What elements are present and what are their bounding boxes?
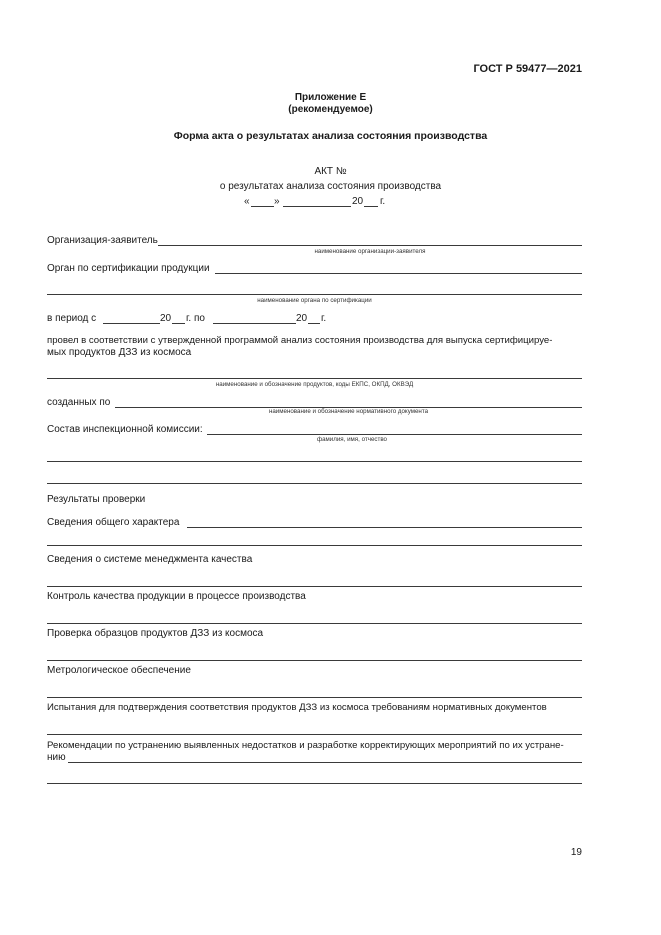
org-applicant-label: Организация-заявитель — [47, 235, 158, 246]
created-by-label: созданных по — [47, 397, 111, 408]
period-year1: 20 — [160, 313, 172, 324]
tests-label: Испытания для подтверждения соответствия продуктов ДЗЗ из космоса требованиям нормативных документов — [47, 702, 547, 713]
appendix-subtitle: (рекомендуемое) — [288, 104, 373, 115]
recommendations-text-line1: Рекомендации по устранению выявленных недостатков и разработке корректирующих мероприятий по их устране- — [47, 740, 564, 751]
created-by-caption: наименование и обозначение нормативного документа — [268, 408, 429, 415]
conducted-text-line1: провел в соответствии с утвержденной программой анализ состояния производства для выпуска сертифицируе- — [47, 335, 553, 346]
date-year-prefix: 20 — [352, 196, 364, 207]
metrology-label: Метрологическое обеспечение — [47, 665, 191, 676]
date-year-blank — [364, 206, 378, 207]
cert-body-line-2 — [47, 294, 582, 295]
results-heading: Результаты проверки — [47, 494, 146, 505]
general-info-line — [187, 527, 582, 528]
recommendations-line — [68, 762, 582, 763]
cert-body-line — [215, 273, 582, 274]
products-caption: наименование и обозначение продуктов, коды ЕКПС, ОКПД, ОКВЭД — [215, 381, 414, 388]
tests-line — [47, 734, 582, 735]
commission-label: Состав инспекционной комиссии: — [47, 424, 203, 435]
products-line — [47, 378, 582, 379]
general-info-line-2 — [47, 545, 582, 546]
period-year2: 20 — [296, 313, 308, 324]
period-year1-blank — [172, 323, 185, 324]
date-close-quote: » — [274, 196, 280, 207]
form-title: Форма акта о результатах анализа состояния производства — [173, 130, 488, 142]
commission-caption: фамилия, имя, отчество — [317, 436, 387, 443]
quality-control-line — [47, 623, 582, 624]
appendix-title: Приложение Е — [294, 92, 367, 103]
cert-body-label: Орган по сертификации продукции — [47, 263, 210, 274]
commission-line-2 — [47, 461, 582, 462]
org-applicant-line — [158, 245, 582, 246]
period-from-blank — [103, 323, 160, 324]
samples-check-line — [47, 660, 582, 661]
cert-body-caption: наименование органа по сертификации — [257, 297, 372, 304]
recommendations-line-2 — [47, 783, 582, 784]
page-number: 19 — [570, 847, 582, 858]
metrology-line — [47, 697, 582, 698]
period-line — [47, 313, 347, 327]
date-suffix: г. — [380, 196, 386, 207]
samples-check-label: Проверка образцов продуктов ДЗЗ из космоса — [47, 628, 264, 639]
period-prefix: в период с — [47, 313, 97, 324]
date-day-blank — [251, 206, 274, 207]
org-applicant-caption: наименование организации-заявителя — [314, 248, 426, 255]
period-to-blank — [213, 323, 296, 324]
standard-code: ГОСТ Р 59477—2021 — [473, 63, 582, 75]
act-date-line — [244, 196, 444, 210]
qms-label: Сведения о системе менеджмента качества — [47, 554, 253, 565]
commission-line-3 — [47, 483, 582, 484]
conducted-text-line2: мых продуктов ДЗЗ из космоса — [47, 347, 192, 358]
qms-line — [47, 586, 582, 587]
general-info-label: Сведения общего характера — [47, 517, 180, 528]
date-month-blank — [283, 206, 351, 207]
act-title: АКТ № — [314, 166, 347, 177]
act-subtitle: о результатах анализа состояния производства — [219, 181, 442, 192]
quality-control-label: Контроль качества продукции в процессе производства — [47, 591, 306, 602]
period-mid: г. по — [186, 313, 205, 324]
period-end: г. — [321, 313, 327, 324]
date-open-quote: « — [244, 196, 250, 207]
period-year2-blank — [308, 323, 320, 324]
commission-line — [207, 434, 582, 435]
recommendations-text-line2: нию — [47, 752, 66, 763]
